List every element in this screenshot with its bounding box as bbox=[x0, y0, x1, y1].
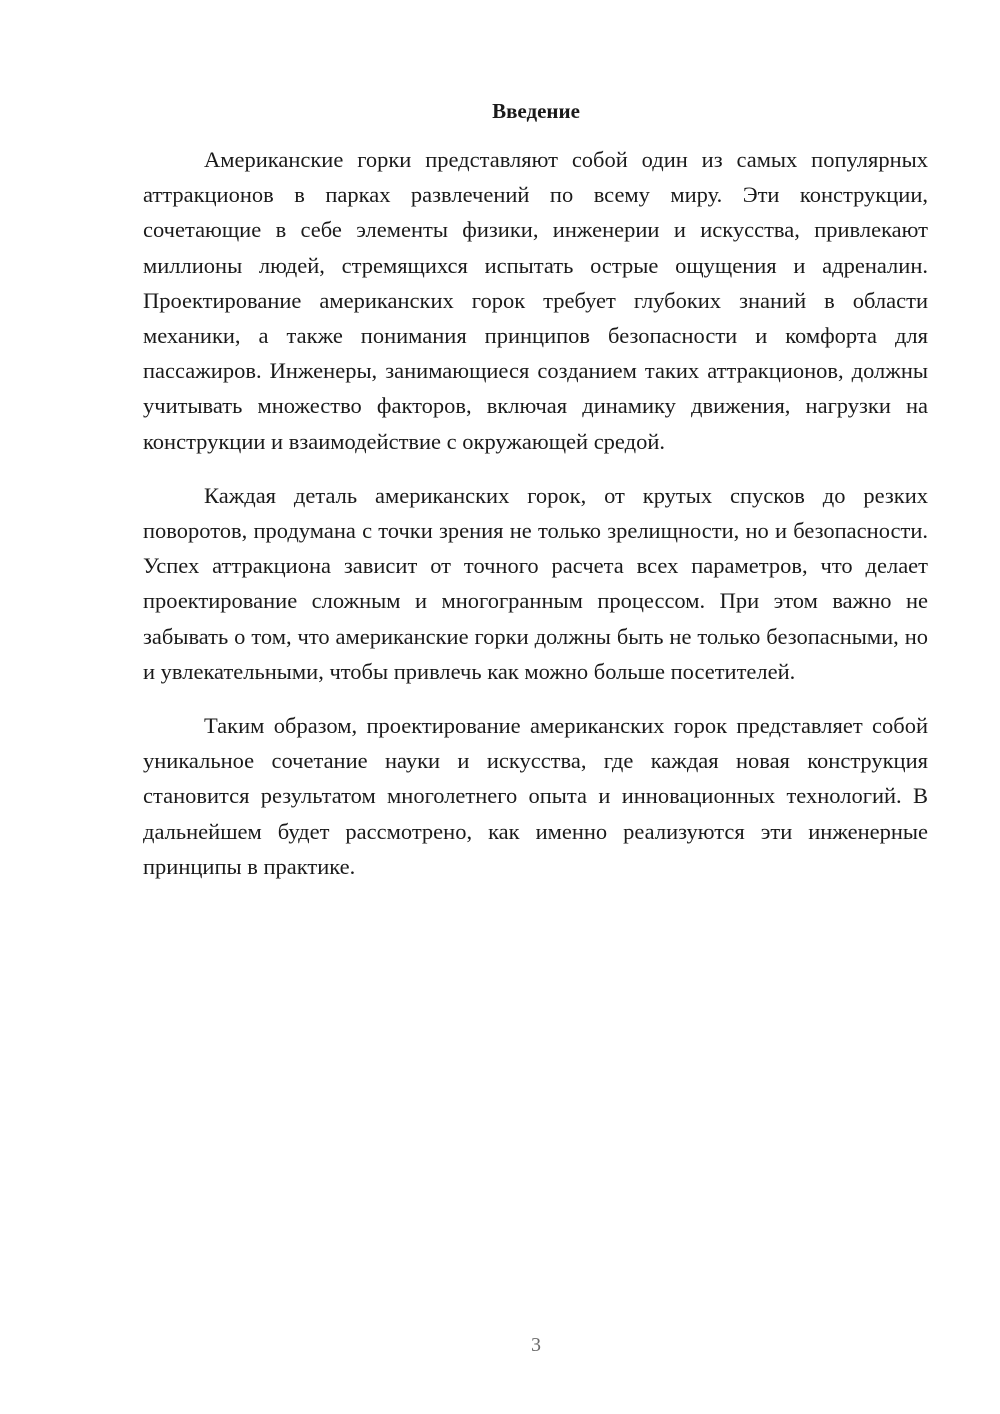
paragraph-3: Таким образом, проектирование американских горок представляет собой уникальное сочетание науки и искусства, где каждая новая конструкция становится результатом многолетнего опыта и инновационных технологий. В дальнейшем будет рассмотрено, как именно реализуются эти инженерные принципы в практике. bbox=[143, 713, 928, 879]
paragraph-2: Каждая деталь американских горок, от крутых спусков до резких поворотов, продумана с точки зрения не только зрелищности, но и безопасности. Успех аттракциона зависит от точного расчета всех параметров, что делает проектирование сложным и многогранным процессом. При этом важно не забывать о том, что американские горки должны быть не только безопасными, но и увлекательными, чтобы привлечь как можно больше посетителей. bbox=[143, 482, 928, 684]
body-text bbox=[143, 142, 928, 903]
section-heading: Введение bbox=[492, 99, 580, 123]
page-number: 3 bbox=[531, 1334, 541, 1356]
paragraph-1: Американские горки представляют собой один из самых популярных аттракционов в парках развлечений по всему миру. Эти конструкции, сочетающие в себе элементы физики, инженерии и искусства, привлекают миллионы людей, стремящихся испытать острые ощущения и адреналин. Проектирование американских горок требует глубоких знаний в области механики, а также понимания принципов безопасности и комфорта для пассажиров. Инженеры, занимающиеся созданием таких аттракционов, должны учитывать множество факторов, включая динамику движения, нагрузки на конструкции и взаимодействие с окружающей средой. bbox=[143, 147, 928, 454]
